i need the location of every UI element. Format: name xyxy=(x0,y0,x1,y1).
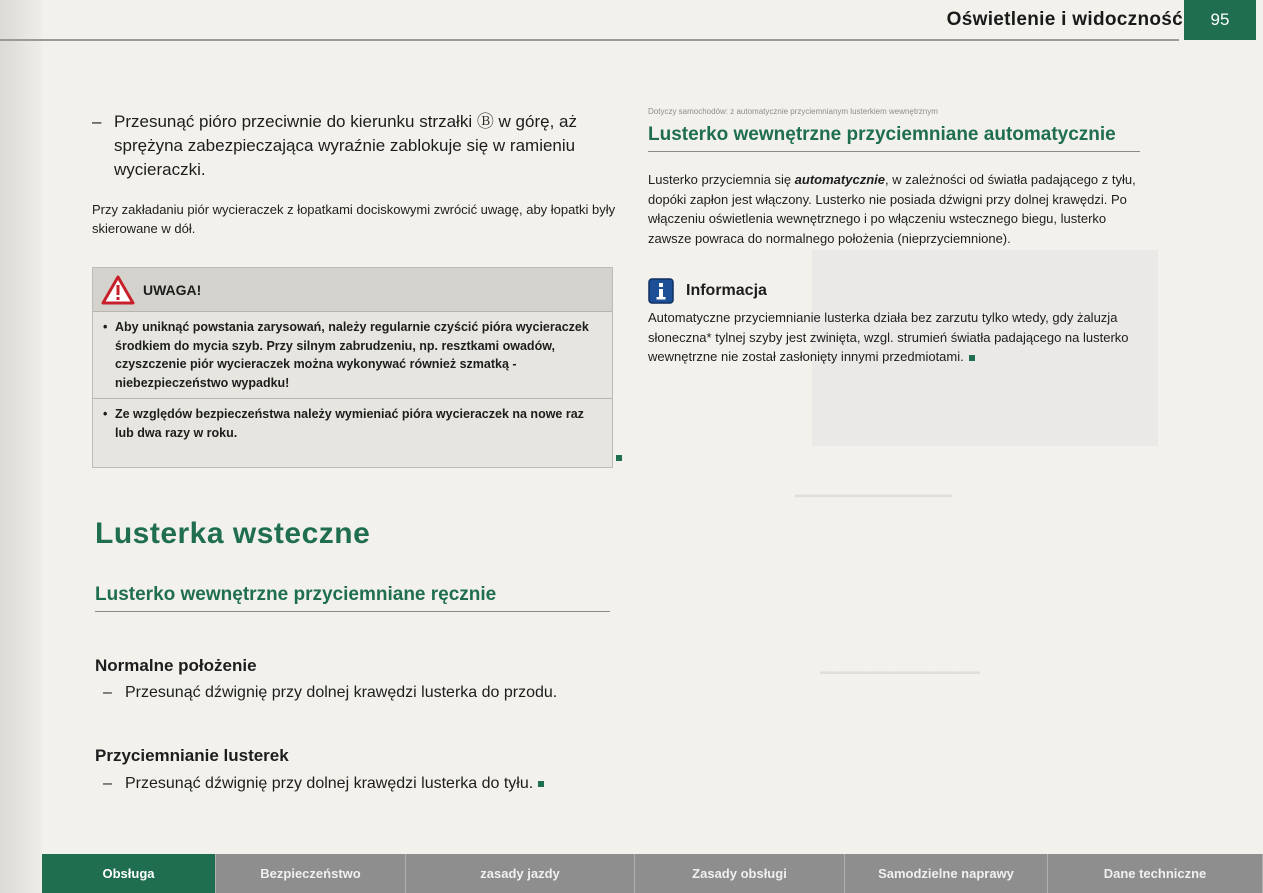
normal-position-step xyxy=(103,681,615,704)
section-title: Oświetlenie i widoczność xyxy=(946,9,1183,30)
info-label: Informacja xyxy=(686,282,767,299)
tab-samodzielne-naprawy[interactable]: Samodzielne naprawy xyxy=(845,854,1048,893)
section-end-mark xyxy=(616,455,622,461)
description-emphasis: automatycznie xyxy=(794,172,885,187)
page-gutter-shade xyxy=(0,0,42,893)
wiper-note: Przy zakładaniu piór wycieraczek z łopatkami dociskowymi zwrócić uwagę, aby łopatki były skierowane w dół. xyxy=(92,202,616,236)
info-text-body: Automatyczne przyciemnianie lusterka działa bez zarzutu tylko wtedy, gdy żaluzja słoneczna* tylnej szyby jest zwinięta, wzgl. strumień światła padającego na lusterko wewnętrzne nie został zasłonięty innymi przedmiotami. xyxy=(648,310,1129,364)
section-end-mark xyxy=(538,781,544,787)
bleed-through-text-2: ▁▁▁▁▁▁▁▁▁▁▁▁▁ xyxy=(820,657,980,674)
chapter-navigation xyxy=(42,854,1263,893)
tab-dane-techniczne[interactable]: Dane techniczne xyxy=(1048,854,1263,893)
warning-bullet-replacement: • Ze względów bezpieczeństwa należy wymieniać pióra wycieraczek na nowe raz lub dwa razy w roku. xyxy=(103,405,602,442)
description-start: Lusterko przyciemnia się xyxy=(648,172,795,187)
warning-body xyxy=(93,312,612,442)
applicability-note: Dotyczy samochodów: z automatycznie przyciemnianym lusterkiem wewnętrznym xyxy=(648,107,938,116)
warning-triangle-icon xyxy=(101,275,135,305)
warning-divider xyxy=(93,398,612,399)
header-rule xyxy=(0,39,1179,41)
description-end: , w zależności od światła padającego z tyłu, dopóki zapłon jest włączony. Lusterko nie posiada dźwigni przy dolnej krawędzi. Po włączeniu oświetlenia wewnętrznego i po włączeniu wstecznego biegu, lusterko zawsze powraca do normalnego położenia (nieprzyciemnione). xyxy=(648,172,1136,246)
warning-header xyxy=(93,268,612,312)
info-icon xyxy=(648,278,674,304)
warning-label: UWAGA! xyxy=(143,281,202,298)
info-header xyxy=(648,278,1153,304)
tab-zasady-obslugi[interactable]: Zasady obsługi xyxy=(635,854,845,893)
info-text xyxy=(648,308,1148,367)
page-number: 95 xyxy=(1184,0,1256,40)
normal-position-text: Przesunąć dźwignię przy dolnej krawędzi lusterka do przodu. xyxy=(125,684,558,701)
left-column-intro xyxy=(92,110,622,238)
right-column xyxy=(648,107,1153,367)
dimming-text: Przesunąć dźwignię przy dolnej krawędzi lusterka do tyłu. xyxy=(125,775,534,792)
bleed-through-text: ▁▁▁▁▁▁▁▁▁▁▁▁ xyxy=(795,478,952,497)
auto-mirror-description xyxy=(648,170,1148,248)
tab-zasady-jazdy[interactable]: zasady jazdy xyxy=(406,854,635,893)
warning-bullet-cleaning: • Aby uniknąć powstania zarysowań, należy regularnie czyścić pióra wycieraczek środkiem do mycia szyb. Przy silnym zabrudzeniu, np. resztkami owadów, czyszczenie piór wycieraczek można wykonywać również szmatką - niebezpieczeństwo wypadku! xyxy=(103,318,602,392)
dimming-step xyxy=(103,772,615,795)
section-end-mark xyxy=(969,355,975,361)
dimming-heading: Przyciemnianie lusterek xyxy=(95,746,289,765)
manual-mirror-heading: Lusterko wewnętrzne przyciemniane ręcznie xyxy=(95,583,610,612)
chapter-heading: Lusterka wsteczne xyxy=(95,517,371,550)
tab-obsluga[interactable]: Obsługa xyxy=(42,854,216,893)
warning-box xyxy=(92,267,613,468)
tab-bezpieczenstwo[interactable]: Bezpieczeństwo xyxy=(216,854,406,893)
normal-position-heading: Normalne położenie xyxy=(95,656,257,675)
auto-mirror-heading: Lusterko wewnętrzne przyciemniane automatycznie xyxy=(648,123,1140,152)
wiper-step: – Przesunąć pióro przeciwnie do kierunku strzałki Ⓑ w górę, aż sprężyna zabezpieczająca wyraźnie zablokuje się w ramieniu wycieraczki. xyxy=(92,110,622,182)
